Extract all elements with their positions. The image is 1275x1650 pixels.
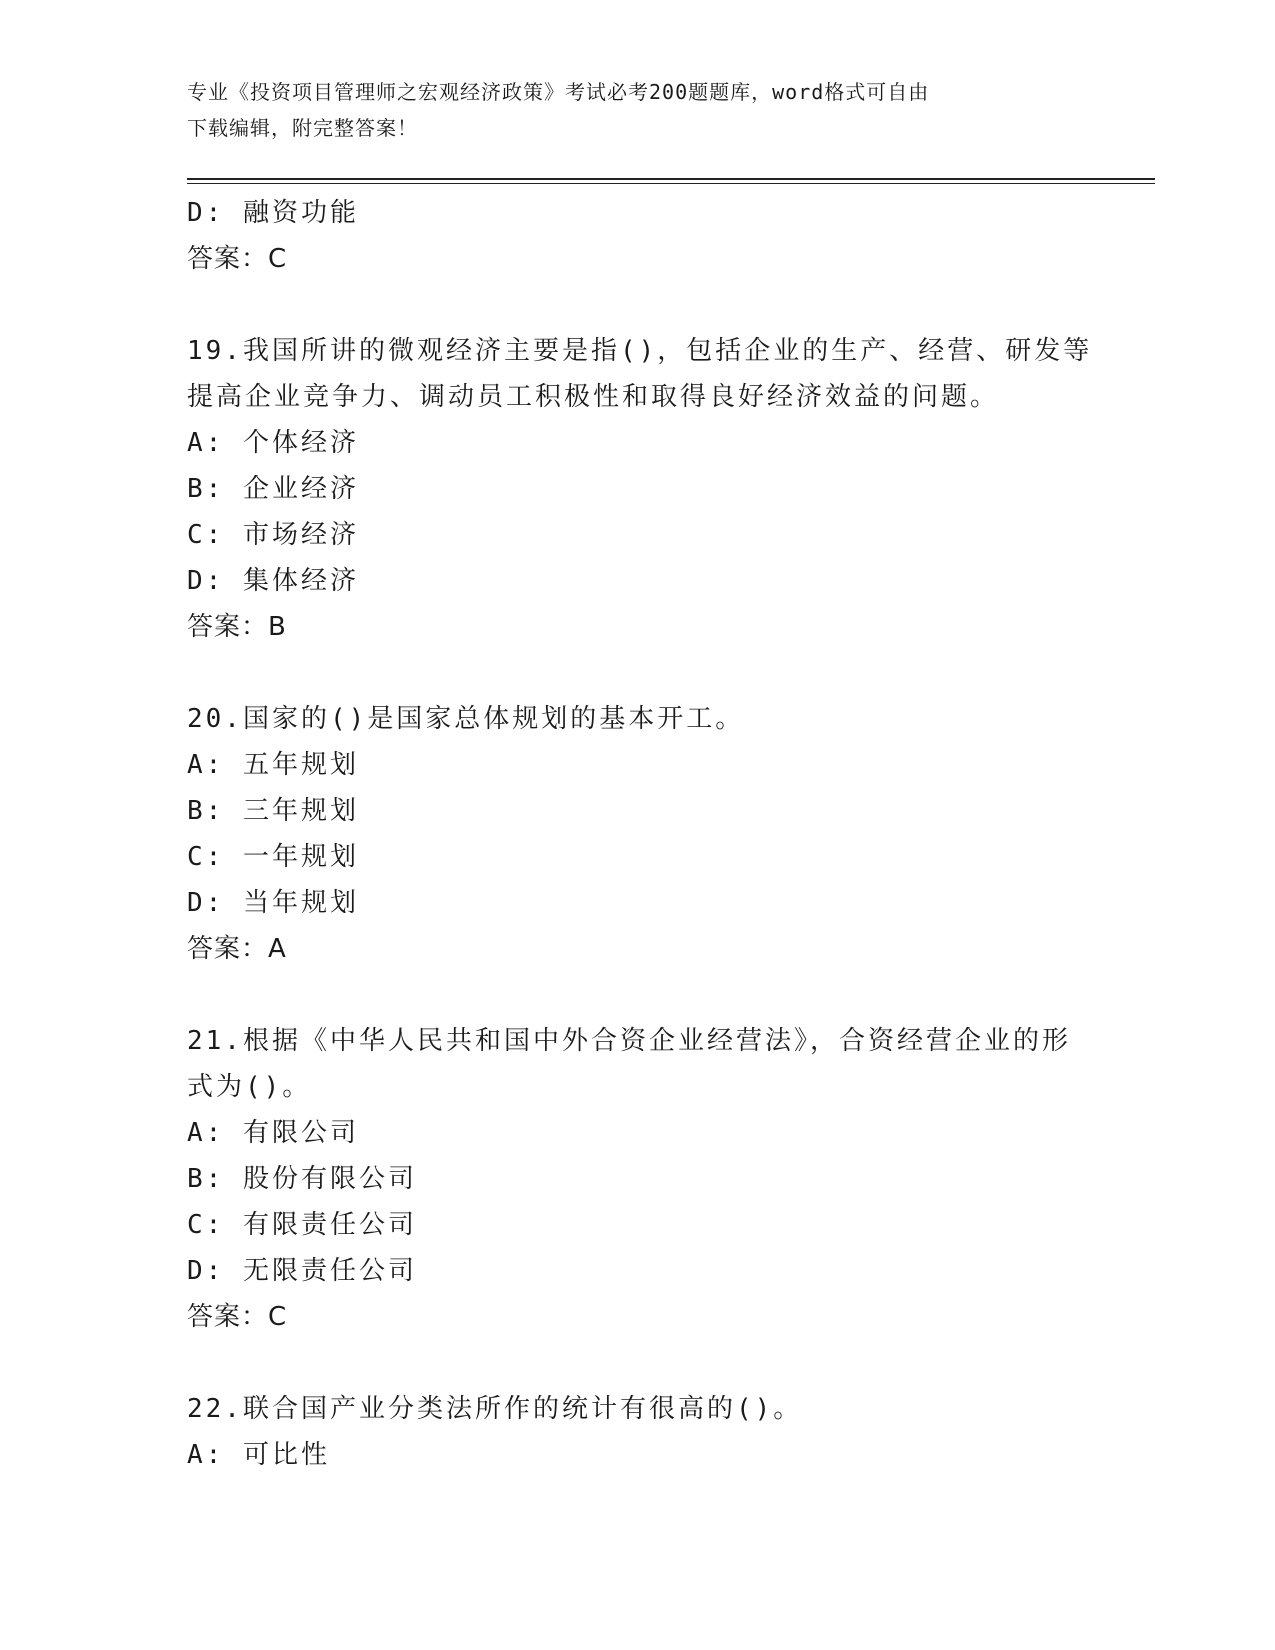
question-stem-line-1: 20.国家的()是国家总体规划的基本开工。 bbox=[187, 704, 745, 734]
question-stem-line-2: 提高企业竞争力、调动员工积极性和取得良好经济效益的问题。 bbox=[187, 382, 1000, 412]
option-b: B: 三年规划 bbox=[187, 796, 359, 826]
answer-line: 答案：A bbox=[187, 934, 287, 964]
spacer bbox=[187, 650, 1087, 696]
option-b: B: 企业经济 bbox=[187, 474, 359, 504]
spacer bbox=[187, 282, 1087, 328]
option-d: D: 融资功能 bbox=[187, 198, 359, 228]
header-divider-thick bbox=[187, 178, 1155, 180]
document-header bbox=[187, 74, 1087, 146]
option-a: A: 可比性 bbox=[187, 1440, 330, 1470]
question-20 bbox=[187, 696, 1087, 972]
option-a: A: 有限公司 bbox=[187, 1118, 359, 1148]
option-d: D: 无限责任公司 bbox=[187, 1256, 417, 1286]
answer-line: 答案：B bbox=[187, 612, 287, 642]
option-a: A: 五年规划 bbox=[187, 750, 359, 780]
question-list bbox=[187, 190, 1093, 1478]
header-line-1: 专业《投资项目管理师之宏观经济政策》考试必考200题题库，word格式可自由 bbox=[187, 80, 930, 104]
answer-line: 答案：C bbox=[187, 244, 288, 274]
question-22 bbox=[187, 1386, 1087, 1478]
previous-question-tail bbox=[187, 190, 1087, 282]
question-stem-line-1: 19.我国所讲的微观经济主要是指()，包括企业的生产、经营、研发等 bbox=[187, 336, 1093, 366]
question-stem-line-2: 式为()。 bbox=[187, 1072, 312, 1102]
option-a: A: 个体经济 bbox=[187, 428, 359, 458]
spacer bbox=[187, 972, 1087, 1018]
spacer bbox=[187, 1340, 1087, 1386]
option-c: C: 市场经济 bbox=[187, 520, 359, 550]
header-divider-thin bbox=[187, 183, 1155, 184]
option-d: D: 集体经济 bbox=[187, 566, 359, 596]
question-19 bbox=[187, 328, 1093, 650]
answer-line: 答案：C bbox=[187, 1302, 288, 1332]
option-d: D: 当年规划 bbox=[187, 888, 359, 918]
header-line-2: 下载编辑，附完整答案！ bbox=[187, 116, 418, 140]
option-c: C: 有限责任公司 bbox=[187, 1210, 417, 1240]
question-stem-line-1: 21.根据《中华人民共和国中外合资企业经营法》，合资经营企业的形 bbox=[187, 1026, 1071, 1056]
question-stem-line-1: 22.联合国产业分类法所作的统计有很高的()。 bbox=[187, 1394, 803, 1424]
question-21 bbox=[187, 1018, 1087, 1340]
option-b: B: 股份有限公司 bbox=[187, 1164, 417, 1194]
option-c: C: 一年规划 bbox=[187, 842, 359, 872]
